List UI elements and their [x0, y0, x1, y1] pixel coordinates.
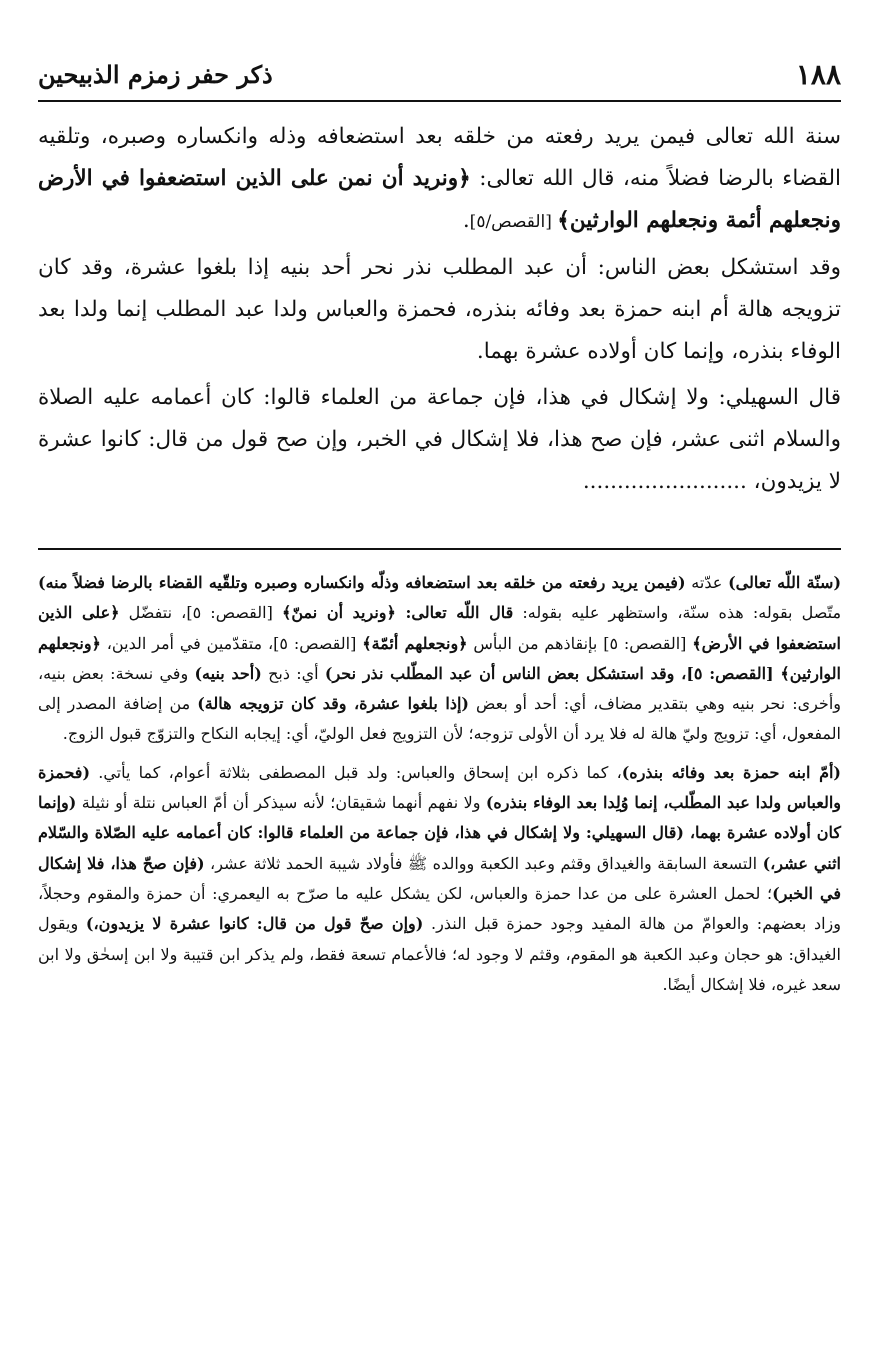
commentary-lemma: (أحد بنيه) [194, 663, 262, 683]
main-text [38, 116, 841, 507]
header-divider [38, 100, 841, 102]
main-p1-text: سنة الله تعالى فيمن يريد رفعته من خلقه بعد استضعافه وذله وانكساره وصبره، وتلقيه القضاء بالرضا فضلاً منه، قال الله تعالى: [38, 124, 841, 191]
main-paragraph-2: وقد استشكل بعض الناس: أن عبد المطلب نذر نحر أحد بنيه إذا بلغوا عشرة، وقد كان تزويجه هالة أم ابنه حمزة بعد وفائه بنذره، فحمزة والعباس ولدا عبد المطلب إنما ولدا بعد الوفاء بنذره، وإنما كان أولاده عشرة بهما. [38, 255, 841, 364]
commentary-text: أي: ذبح [261, 663, 325, 683]
main-paragraph-1 [38, 116, 841, 243]
verse-reference: [القصص/٥] [469, 212, 558, 232]
commentary-lemma: ﴿ونجعلهم الوارثين﴾ [القصص: ٥]، وقد استشكل بعض الناس أن عبد المطّلب نذر نحر) [38, 633, 841, 683]
main-paragraph-3: قال السهيلي: ولا إشكال في هذا، فإن جماعة من العلماء قالوا: كان أعمامه عليه الصلاة والسلام اثنى عشر، فإن صح هذا، فلا إشكال في الخبر، وإن صح قول من قال: كانوا عشرة لا يزيدون، ........................ [38, 385, 841, 494]
commentary-lemma: (فيمن يريد رفعته من خلقه بعد استضعافه وذلّه وانكساره وصبره وتلقّيه القضاء بالرضا فضلاً منه) [38, 573, 686, 592]
commentary [38, 568, 841, 1008]
commentary-lemma: ﴿ونجعلهم أئمّة﴾ [362, 633, 468, 653]
commentary-lemma: (أمّ ابنه حمزة بعد وفائه بنذره) [621, 762, 841, 782]
commentary-text: متّصل بقوله: هذه سنّة، واستظهر عليه بقوله: [513, 603, 842, 623]
commentary-lemma: ﴿على الذين استضعفوا في الأرض﴾ [38, 603, 841, 653]
commentary-lemma: (وإنما كان أولاده عشرة بهما، (قال السهيلي: ولا إشكال في هذا، فإن جماعة من العلماء قالوا: كان أعمامه عليه الصّلاة والسّلام اثني عشر،) [38, 793, 841, 873]
page-header [38, 52, 841, 96]
page-number: ١٨٨ [795, 57, 841, 91]
main-p1-end: . [462, 208, 470, 233]
commentary-paragraph-1 [38, 568, 841, 750]
running-title: ذكر حفر زمزم الذبيحين [38, 59, 273, 89]
commentary-text: [القصص: ٥]، متقدّمين في أمر الدين، [100, 633, 363, 653]
commentary-lemma: (وإن صحّ قول من قال: كانوا عشرة لا يزيدون،) [85, 914, 424, 934]
commentary-text: ؛ لحمل العشرة على من عدا حمزة والعباس، لكن يشكل عليه ما صرّح به اليعمري: أن حمزة والمقوم وحجلاً، وزاد بعضهم: والعوامّ من هالة المفيد وجود حمزة قبل النذر. [38, 883, 841, 934]
commentary-paragraph-2 [38, 758, 841, 1000]
commentary-text: عدّته [685, 573, 729, 592]
commentary-text: من إضافة المصدر إلى المفعول، أي: تزويج وليّ هالة له فلا يرد أن الأولى تزوجه؛ لأن التزويج فعل الوليّ، أي: إيجابه النكاح والتزوّج قبول الزوج. [38, 694, 841, 744]
quran-verse: ﴿ونريد أن نمن على الذين استضعفوا في الأرض ونجعلهم أئمة ونجعلهم الوارثين﴾ [38, 166, 841, 233]
commentary-lemma: (فإن صحّ هذا، فلا إشكال في الخبر) [38, 853, 841, 903]
commentary-lemma: (فحمزة والعباس ولدا عبد المطّلب، إنما وُلِدا بعد الوفاء بنذره) [38, 762, 842, 813]
commentary-text: التسعة السابقة والغيداق وقثم وعبد الكعبة ووالده ﷺ فأولاد شيبة الحمد ثلاثة عشر، [204, 853, 763, 873]
commentary-lemma: (سنّة اللّه تعالى) [728, 573, 842, 592]
commentary-text: ولا نفهم أنهما شقيقان؛ لأنه سيذكر أن أمّ العباس نتلة أو نثيلة [76, 793, 486, 813]
commentary-text: ويقول الغيداق: هو حجان وعبد الكعبة هو المقوم، وقثم لا وجود له؛ فالأعمام تسعة فقط، ولم يذكر ابن قتيبة ولا ابن إسحٰق ولا ابن سعد غيره، فلا إشكال أيضًا. [38, 914, 841, 994]
commentary-text: [القصص: ٥] بإنقاذهم من البأس [467, 633, 693, 653]
commentary-lemma: قال اللّه تعالى: ﴿ونريد أن نمنّ﴾ [281, 603, 514, 623]
commentary-text: ، كما ذكره ابن إسحاق والعباس: ولد قبل المصطفى بثلاثة أعوام، كما يأتي. [90, 762, 622, 782]
commentary-lemma: (إذا بلغوا عشرة، وقد كان تزويجه هالة) [197, 694, 469, 714]
commentary-text: [القصص: ٥]، نتفضّل [119, 603, 282, 623]
commentary-text: وفي نسخة: بعض بنيه، وأخرى: نحر بنيه وهي بتقدير مضاف، أي: أحد أو بعض [38, 663, 841, 714]
footnote-divider [38, 548, 841, 550]
